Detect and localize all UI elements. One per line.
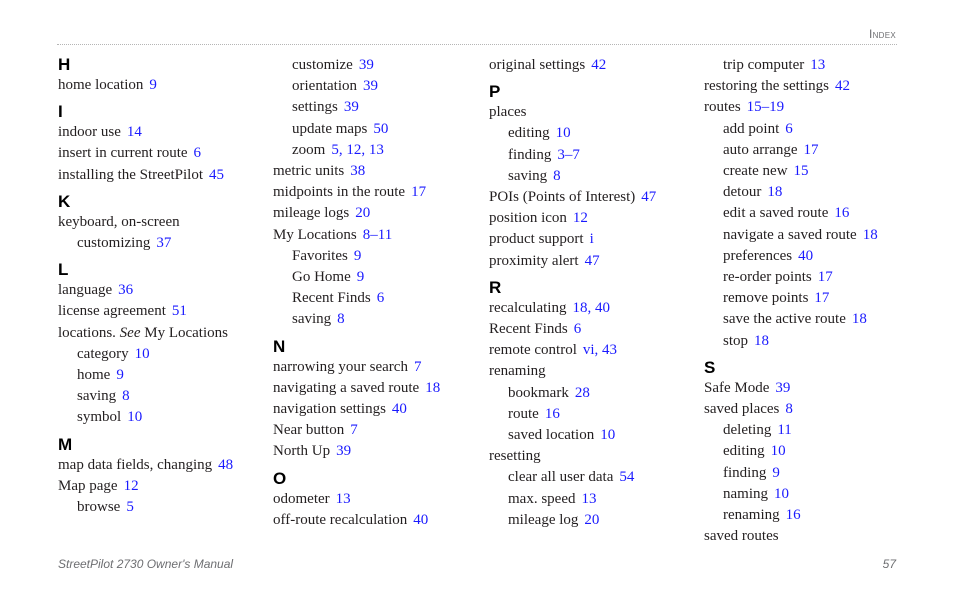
index-entry — [58, 165, 273, 186]
page-reference-link[interactable]: 47 — [641, 189, 657, 206]
page-reference-link[interactable]: 18, 40 — [572, 299, 610, 316]
page-reference-link[interactable]: 20 — [355, 205, 371, 222]
entry-term: saving — [508, 167, 548, 184]
section-letter: S — [704, 357, 716, 377]
entry-term: Recent Finds — [292, 290, 371, 307]
index-entry — [273, 357, 488, 378]
index-entry — [273, 489, 488, 510]
index-subentry — [489, 383, 704, 404]
entry-term: locations. — [58, 324, 116, 341]
index-entry — [489, 319, 704, 340]
index-subentry — [273, 55, 488, 76]
entry-term: settings — [292, 99, 338, 116]
section-letter: P — [489, 82, 501, 102]
index-subentry — [489, 145, 704, 166]
page-reference-link[interactable]: 54 — [619, 469, 635, 486]
entry-term: route — [508, 405, 539, 422]
entry-term: bookmark — [508, 384, 569, 401]
entry-term: finding — [508, 146, 552, 163]
entry-term: narrowing your search — [273, 358, 408, 375]
index-entry — [273, 182, 488, 203]
page-reference-link[interactable]: 40 — [413, 511, 429, 528]
index-subentry — [273, 119, 488, 140]
entry-term: home location — [58, 77, 144, 93]
index-subentry — [704, 246, 919, 267]
entry-term: deleting — [723, 422, 772, 439]
index-subentry — [704, 441, 919, 462]
index-entry — [273, 378, 488, 399]
entry-term: off-route recalculation — [273, 511, 408, 528]
entry-term: editing — [508, 125, 550, 142]
entry-term: remote control — [489, 342, 577, 359]
page-reference-link[interactable]: 16 — [834, 205, 850, 222]
entry-term: map data fields, changing — [58, 456, 213, 473]
index-entry — [489, 102, 704, 123]
entry-term: routes — [704, 99, 741, 116]
index-entry — [704, 97, 919, 118]
section-letter: K — [58, 191, 71, 211]
entry-term: stop — [723, 332, 749, 349]
index-subentry — [489, 510, 704, 531]
index-subentry — [704, 505, 919, 526]
page-reference-link[interactable]: 6 — [376, 290, 385, 307]
index-subentry — [704, 463, 919, 484]
page-reference-link[interactable]: 39 — [775, 379, 791, 396]
section-letter: M — [58, 434, 73, 454]
entry-term: re-order points — [723, 269, 812, 286]
page-reference-link[interactable]: 10 — [134, 345, 150, 362]
index-subentry — [58, 344, 273, 365]
entry-term: installing the StreetPilot — [58, 166, 203, 183]
entry-term: save the active route — [723, 311, 846, 328]
index-entry — [704, 526, 919, 547]
entry-term: add point — [723, 120, 780, 137]
page-reference-link[interactable]: 10 — [774, 485, 789, 502]
page-reference-link[interactable]: 17 — [814, 290, 830, 307]
index-subentry — [273, 288, 488, 309]
index-entry — [489, 55, 704, 76]
entry-term: indoor use — [58, 124, 121, 141]
entry-term: My Locations — [273, 226, 357, 243]
entry-term: metric units — [273, 163, 345, 180]
index-entry — [489, 361, 704, 382]
index-entry — [273, 420, 488, 441]
entry-term: restoring the settings — [704, 78, 829, 95]
page-reference-link[interactable]: 8 — [553, 167, 561, 184]
index-subentry — [489, 489, 704, 510]
entry-term: orientation — [292, 78, 357, 95]
entry-term: detour — [723, 184, 762, 201]
entry-term: recalculating — [489, 299, 567, 316]
index-subentry — [273, 140, 488, 161]
index-subentry — [273, 97, 488, 118]
running-header: Index — [868, 27, 896, 41]
section-letter: O — [273, 468, 287, 488]
entry-term: mileage logs — [273, 205, 350, 222]
entry-term: Favorites — [292, 247, 348, 264]
index-subentry — [273, 76, 488, 97]
index-entry — [58, 476, 273, 497]
page-reference-link[interactable]: 9 — [356, 269, 365, 286]
entry-term: home — [77, 367, 111, 384]
index-subentry — [704, 288, 919, 309]
index-subentry — [704, 161, 919, 182]
index-entry — [704, 378, 919, 399]
page-reference-link[interactable]: 42 — [591, 57, 607, 73]
index-entry — [489, 340, 704, 361]
page-reference-link[interactable]: 13 — [335, 490, 351, 507]
header-divider — [57, 44, 897, 45]
entry-term: Map page — [58, 477, 118, 494]
entry-term: license agreement — [58, 303, 166, 320]
index-subentry — [704, 55, 919, 76]
page-reference-link[interactable]: 28 — [574, 384, 590, 401]
page-reference-link[interactable]: 37 — [156, 235, 172, 252]
index-column-4 — [704, 55, 919, 547]
section-letter: H — [58, 55, 71, 74]
index-entry — [489, 229, 704, 250]
entry-term: proximity alert — [489, 252, 579, 269]
page-reference-link[interactable]: 20 — [584, 511, 600, 528]
entry-term: odometer — [273, 490, 330, 507]
index-subentry — [704, 484, 919, 505]
page-reference-link[interactable]: 8 — [122, 388, 130, 405]
page-reference-link[interactable]: 15 — [793, 163, 809, 180]
entry-term: Go Home — [292, 269, 351, 286]
entry-term: remove points — [723, 290, 809, 307]
page-reference-link[interactable]: 16 — [785, 507, 801, 524]
entry-term: auto arrange — [723, 141, 798, 158]
index-entry — [704, 399, 919, 420]
page-reference-link[interactable]: 42 — [834, 78, 850, 95]
index-entry — [273, 441, 488, 462]
index-entry — [489, 187, 704, 208]
index-entry — [273, 510, 488, 531]
index-subentry — [58, 365, 273, 386]
page-reference-link[interactable]: 38 — [350, 163, 366, 180]
entry-term: update maps — [292, 120, 368, 137]
section-letter: N — [273, 336, 286, 356]
index-subentry — [273, 267, 488, 288]
entry-term: midpoints in the route — [273, 184, 406, 201]
entry-term: language — [58, 282, 113, 299]
entry-term: resetting — [489, 448, 541, 465]
index-entry — [273, 399, 488, 420]
index-entry — [273, 203, 488, 224]
entry-term: keyboard, on-screen — [58, 213, 180, 230]
entry-term: North Up — [273, 443, 331, 460]
page-reference-link[interactable]: 39 — [336, 443, 352, 460]
index-subentry — [273, 246, 488, 267]
entry-term: editing — [723, 443, 765, 460]
index-subentry — [704, 182, 919, 203]
index-column-3 — [489, 55, 704, 531]
page-reference-link[interactable]: 39 — [358, 57, 374, 73]
section-letter: I — [58, 102, 63, 122]
entry-term: position icon — [489, 210, 567, 227]
index-subentry — [704, 309, 919, 330]
page-reference-link[interactable]: 16 — [544, 405, 560, 422]
page-reference-link[interactable]: 13 — [810, 57, 826, 73]
page-reference-link[interactable]: 8 — [337, 311, 345, 328]
entry-term: symbol — [77, 409, 122, 426]
page-reference-link[interactable]: 15–19 — [746, 99, 785, 116]
page-reference-link[interactable]: 39 — [343, 99, 359, 116]
index-entry — [58, 122, 273, 143]
index-subentry — [489, 166, 704, 187]
index-subentry — [704, 119, 919, 140]
page-reference-link[interactable]: 45 — [209, 166, 224, 183]
page-reference-link[interactable]: 10 — [770, 443, 786, 460]
section-letter: R — [489, 277, 502, 297]
index-entry — [58, 280, 273, 301]
entry-term: category — [77, 345, 129, 362]
index-entry — [489, 298, 704, 319]
entry-term: create new — [723, 163, 788, 180]
page-reference-link[interactable]: 36 — [118, 282, 134, 299]
entry-term: naming — [723, 485, 768, 502]
entry-term: saved routes — [704, 528, 779, 545]
entry-term: trip computer — [723, 57, 805, 73]
entry-term: renaming — [489, 363, 546, 380]
page-reference-link[interactable]: 9 — [772, 464, 780, 481]
entry-term: saving — [77, 388, 117, 405]
index-subentry — [489, 123, 704, 144]
page-reference-link[interactable]: 6 — [193, 145, 202, 162]
index-column-1 — [58, 55, 273, 518]
entry-term: customize — [292, 57, 353, 73]
entry-term: max. speed — [508, 490, 576, 507]
see-reference-target: My Locations — [144, 324, 228, 341]
entry-term: finding — [723, 464, 767, 481]
section-letter: L — [58, 260, 69, 280]
index-column-2 — [273, 55, 488, 531]
entry-term: saved location — [508, 427, 595, 444]
page-reference-link[interactable]: 5, 12, 13 — [331, 141, 384, 158]
page-reference-link[interactable]: 12 — [572, 210, 588, 227]
page-reference-link[interactable]: 6 — [785, 120, 793, 137]
page-reference-link[interactable]: 39 — [362, 78, 378, 95]
footer-manual-title: StreetPilot 2730 Owner's Manual — [58, 557, 234, 571]
page-reference-link[interactable]: 9 — [149, 77, 157, 93]
index-subentry — [704, 140, 919, 161]
page-reference-link[interactable]: 48 — [218, 456, 234, 473]
entry-term: saved places — [704, 401, 780, 418]
entry-term: places — [489, 104, 527, 121]
entry-term: zoom — [292, 141, 326, 158]
entry-term: Near button — [273, 422, 345, 439]
index-subentry — [273, 309, 488, 330]
entry-term: insert in current route — [58, 145, 188, 162]
index-subentry — [58, 497, 273, 518]
footer-page-number: 57 — [882, 557, 896, 571]
page-reference-link[interactable]: 18 — [851, 311, 867, 328]
page-reference-link[interactable]: 13 — [581, 490, 597, 507]
entry-term: saving — [292, 311, 332, 328]
index-subentry — [704, 267, 919, 288]
entry-term: POIs (Points of Interest) — [489, 189, 636, 206]
entry-term: Safe Mode — [704, 379, 770, 396]
page-reference-link[interactable]: 8 — [785, 401, 793, 418]
page-reference-link[interactable]: 50 — [373, 120, 389, 137]
index-entry — [58, 212, 273, 233]
index-entry — [273, 225, 488, 246]
page-reference-link[interactable]: 47 — [584, 252, 600, 269]
index-entry — [489, 251, 704, 272]
index-subentry — [489, 425, 704, 446]
index-subentry — [58, 233, 273, 254]
page-reference-link[interactable]: 11 — [777, 422, 792, 439]
index-entry — [489, 208, 704, 229]
entry-term: navigating a saved route — [273, 379, 420, 396]
entry-term: Recent Finds — [489, 321, 568, 338]
page-reference-link[interactable]: 40 — [391, 401, 407, 418]
index-subentry — [58, 386, 273, 407]
entry-term: customizing — [77, 235, 151, 252]
page-reference-link[interactable]: 17 — [411, 184, 427, 201]
index-entry — [58, 323, 273, 344]
page-reference-link[interactable]: 40 — [798, 247, 814, 264]
page-reference-link[interactable]: 14 — [126, 124, 142, 141]
page-reference-link[interactable]: 9 — [353, 247, 362, 264]
index-entry — [58, 75, 273, 96]
index-subentry — [704, 225, 919, 246]
entry-term: mileage log — [508, 511, 579, 528]
page-reference-link[interactable]: 17 — [817, 269, 833, 286]
page-reference-link[interactable]: 18 — [754, 332, 770, 349]
index-entry — [58, 455, 273, 476]
page-reference-link[interactable]: 51 — [171, 303, 187, 320]
index-subentry — [704, 420, 919, 441]
index-entry — [704, 76, 919, 97]
entry-term: preferences — [723, 247, 793, 264]
entry-term: clear all user data — [508, 469, 614, 486]
entry-term: product support — [489, 231, 584, 248]
page-reference-link[interactable]: 12 — [123, 477, 139, 494]
page-reference-link[interactable]: 7 — [413, 358, 422, 375]
page-reference-link[interactable]: 5 — [126, 499, 134, 516]
page-reference-link[interactable]: 10 — [600, 427, 616, 444]
entry-term: navigate a saved route — [723, 226, 857, 243]
entry-term: browse — [77, 499, 121, 516]
page-reference-link[interactable]: i — [589, 231, 594, 248]
page-reference-link[interactable]: 3–7 — [557, 146, 580, 163]
page-reference-link[interactable]: 17 — [803, 141, 819, 158]
entry-term: original settings — [489, 57, 586, 73]
index-subentry — [704, 331, 919, 352]
page-reference-link[interactable]: 18 — [767, 184, 783, 201]
page-reference-link[interactable]: 10 — [127, 409, 143, 426]
page-reference-link[interactable]: 7 — [350, 422, 358, 439]
page-reference-link[interactable]: 9 — [116, 367, 124, 384]
page-reference-link[interactable]: 6 — [573, 321, 582, 338]
page-reference-link[interactable]: 8–11 — [362, 226, 393, 243]
index-subentry — [58, 407, 273, 428]
index-entry — [58, 301, 273, 322]
entry-term: navigation settings — [273, 401, 386, 418]
entry-term: edit a saved route — [723, 205, 829, 222]
see-reference-label: See — [119, 324, 141, 341]
index-entry — [273, 161, 488, 182]
index-subentry — [704, 203, 919, 224]
index-subentry — [489, 404, 704, 425]
index-entry — [489, 446, 704, 467]
entry-term: renaming — [723, 507, 780, 524]
page-reference-link[interactable]: 18 — [425, 379, 441, 396]
index-subentry — [489, 467, 704, 488]
page-reference-link[interactable]: 10 — [555, 125, 571, 142]
page-reference-link[interactable]: 18 — [862, 226, 878, 243]
page-reference-link[interactable]: vi, 43 — [582, 342, 618, 359]
index-entry — [58, 143, 273, 164]
